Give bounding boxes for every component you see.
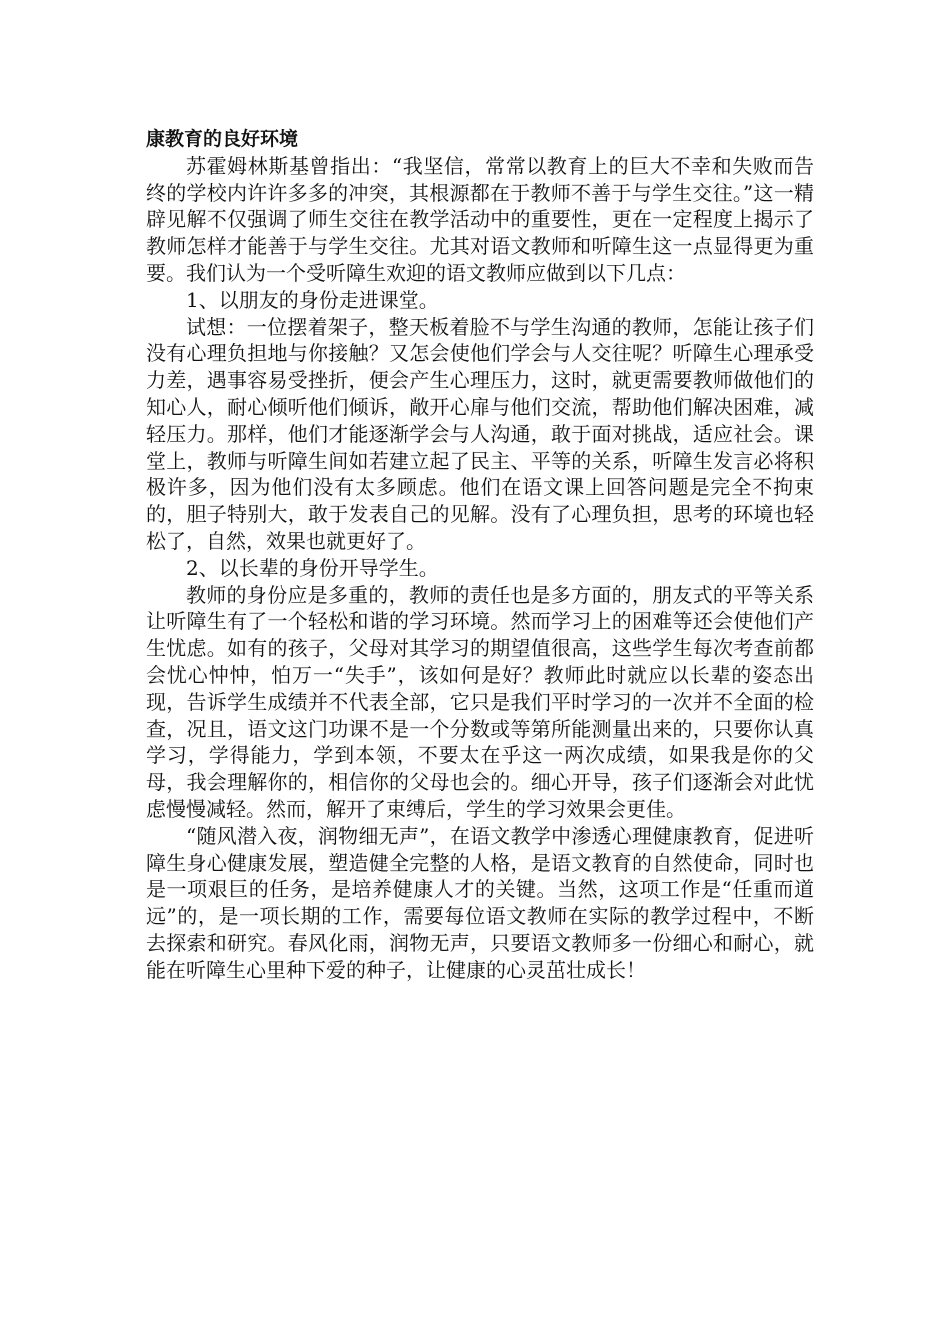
paragraph-elder-role: 教师的身份应是多重的，教师的责任也是多方面的，朋友式的平等关系让听障生有了一个轻松和谐的学习环境。然而学习上的困难等还会使他们产生忧虑。如有的孩子，父母对其学习的期望值很高，这些学生每次考查前都会忧心忡忡，怕万一“失手”，该如何是好？教师此时就应以长辈的姿态出现，告诉学生成绩并不代表全部，它只是我们平时学习的一次并不全面的检查，况且，语文这门功课不是一个分数或等第所能测量出来的，只要你认真学习，学得能力，学到本领，不要太在乎这一两次成绩，如果我是你的父母，我会理解你的，相信你的父母也会的。细心开导，孩子们逐渐会对此忧虑慢慢减轻。然而，解开了束缚后，学生的学习效果会更佳。 [146, 582, 814, 821]
document-body [146, 126, 814, 984]
section-heading: 康教育的良好环境 [146, 128, 299, 150]
list-item-1-heading: 1、以朋友的身份走进课堂。 [186, 287, 439, 312]
paragraph-conclusion: “随风潜入夜，润物细无声”，在语文教学中渗透心理健康教育，促进听障生身心健康发展，塑造健全完整的人格，是语文教育的自然使命，同时也是一项艰巨的任务，是培养健康人才的关键。当然，这项工作是“任重而道远”的，是一项长期的工作，需要每位语文教师在实际的教学过程中，不断去探索和研究。春风化雨，润物无声，只要语文教师多一份细心和耐心，就能在听障生心里种下爱的种子，让健康的心灵茁壮成长！ [146, 823, 814, 982]
paragraph-friend-role: 试想：一位摆着架子，整天板着脸不与学生沟通的教师，怎能让孩子们没有心理负担地与你接触？又怎会使他们学会与人交往呢？听障生心理承受力差，遇事容易受挫折，便会产生心理压力，这时，就更需要教师做他们的知心人，耐心倾听他们倾诉，敞开心扉与他们交流，帮助他们解决困难，减轻压力。那样，他们才能逐渐学会与人沟通，敢于面对挑战，适应社会。课堂上，教师与听障生间如若建立起了民主、平等的关系，听障生发言必将积极许多，因为他们没有太多顾虑。他们在语文课上回答问题是完全不拘束的，胆子特别大，敢于发表自己的见解。没有了心理负担，思考的环境也轻松了，自然，效果也就更好了。 [146, 314, 814, 553]
list-item-2-heading: 2、以长辈的身份开导学生。 [186, 555, 439, 580]
paragraph-intro: 苏霍姆林斯基曾指出：“我坚信，常常以教育上的巨大不幸和失败而告终的学校内许许多多的冲突，其根源都在于教师不善于与学生交往。”这一精辟见解不仅强调了师生交往在教学活动中的重要性，更在一定程度上揭示了教师怎样才能善于与学生交往。尤其对语文教师和听障生这一点显得更为重要。我们认为一个受听障生欢迎的语文教师应做到以下几点： [146, 153, 814, 285]
